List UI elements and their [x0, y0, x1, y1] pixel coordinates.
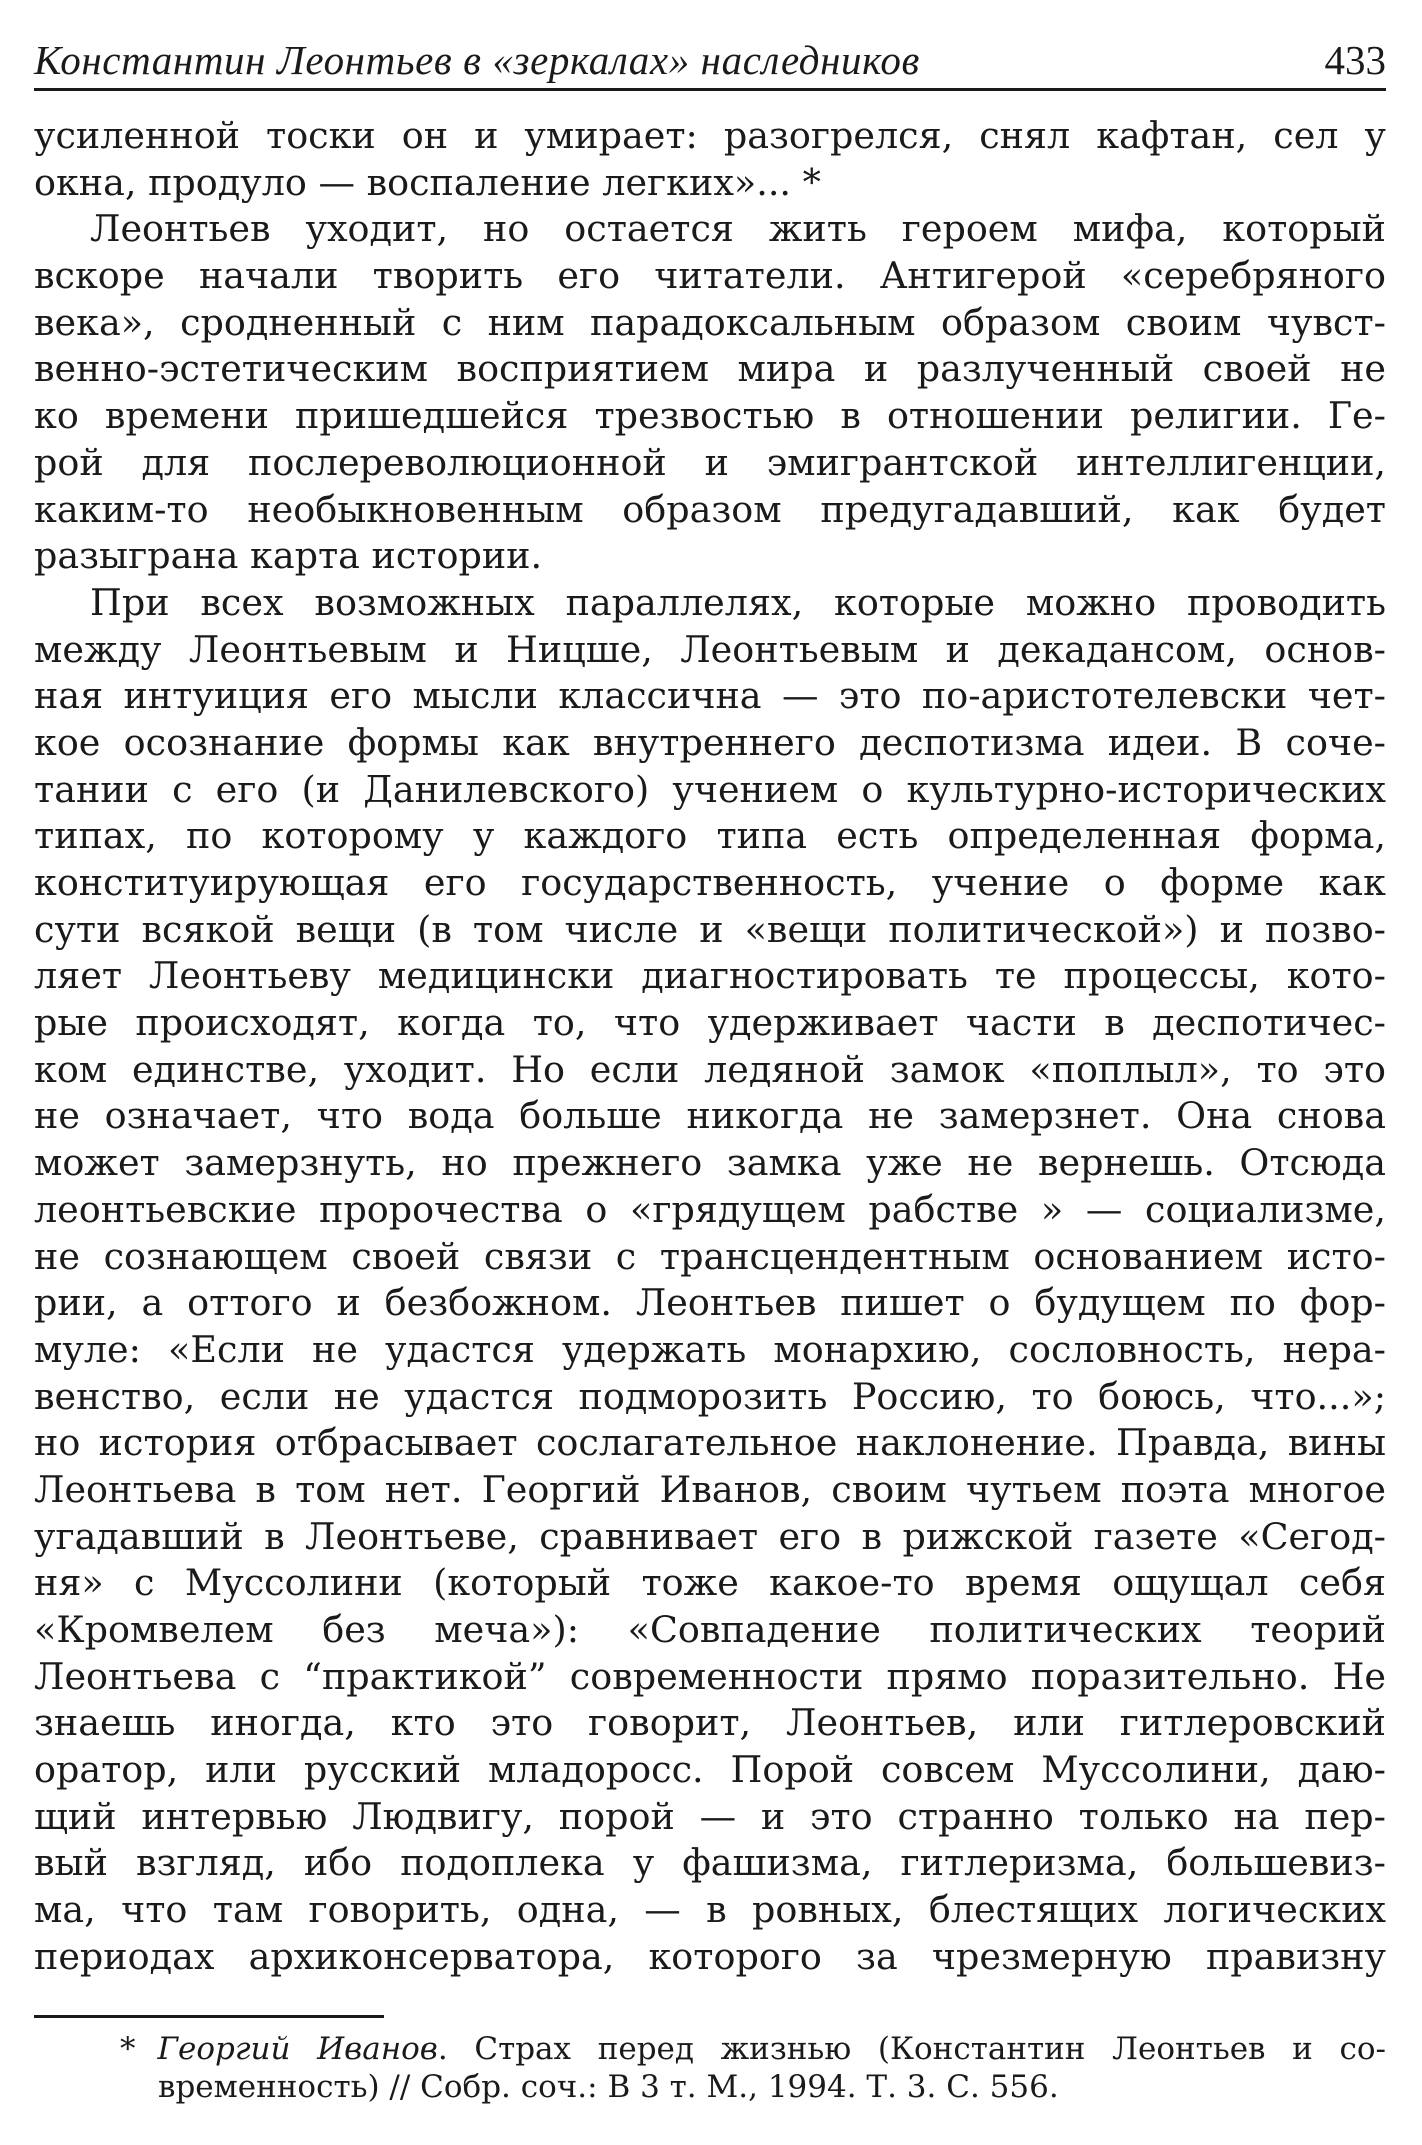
text-line: угадавший в Леонтьеве, сравнивает его в рижской газете «Сегод- [34, 1514, 1386, 1558]
text-line: не сознающем своей связи с трансцендентным основанием исто- [34, 1234, 1386, 1278]
text-line: кое осознание формы как внутреннего деспотизма идеи. В соче- [34, 720, 1386, 764]
text-line: венство, если не удастся подморозить Россию, то боюсь, что...»; [34, 1374, 1386, 1418]
text-line: При всех возможных параллелях, которые можно проводить [90, 580, 1386, 624]
text-line: рой для послереволюционной и эмигрантской интеллигенции, [34, 440, 1386, 484]
page-header [34, 30, 1386, 91]
text-line: периодах архиконсерватора, которого за чрезмерную правизну [34, 1934, 1386, 1978]
text-line: «Кромвелем без меча»): «Совпадение политических теорий [34, 1608, 1386, 1651]
text-line: конституирующая его государственность, учение о форме как [34, 861, 1386, 904]
text-line: усиленной тоски он и умирает: разогрелся, снял кафтан, сел у [34, 114, 1386, 157]
text-line: но история отбрасывает сослагательное наклонение. Правда, вины [34, 1421, 1386, 1465]
footnote-line [34, 2030, 1386, 2068]
text-line: вскоре начали творить его читатели. Антигерой «серебряного [34, 254, 1386, 298]
footnote [34, 2030, 1386, 2106]
text-line: разыграна карта истории. [34, 534, 543, 578]
text-line: рые происходят, когда то, что удерживает части в деспотичес- [34, 1001, 1386, 1045]
text-line: вый взгляд, ибо подоплека у фашизма, гитлеризма, большевиз- [34, 1841, 1386, 1885]
text-line: тании с его (и Данилевского) учением о культурно-исторических [34, 767, 1386, 811]
footnote-text: . Страх перед жизнью (Константин Леонтьев и со- [437, 2030, 1386, 2067]
footnote-divider [34, 2015, 384, 2018]
text-line: ляет Леонтьеву медицински диагностировать те процессы, кото- [34, 954, 1386, 998]
text-line: Леонтьева с “практикой” современности прямо поразительно. Не [34, 1654, 1386, 1698]
text-line: типах, по которому у каждого типа есть определенная форма, [34, 814, 1386, 858]
running-title: Константин Леонтьев в «зеркалах» наследников [34, 37, 920, 83]
page-number: 433 [1324, 37, 1386, 83]
text-line: ко времени пришедшейся трезвостью в отношении религии. Ге- [34, 394, 1386, 438]
book-page [34, 30, 1386, 2106]
text-line: не означает, что вода больше никогда не замерзнет. Она снова [34, 1094, 1386, 1138]
text-line: муле: «Если не удастся удержать монархию, сословность, нера- [34, 1327, 1386, 1371]
text-line: сути всякой вещи (в том числе и «вещи политической») и позво- [34, 907, 1386, 951]
text-line: Леонтьев уходит, но остается жить героем мифа, который [90, 207, 1386, 251]
text-line: Леонтьева в том нет. Георгий Иванов, своим чутьем поэта многое [34, 1467, 1386, 1511]
text-line: между Леонтьевым и Ницше, Леонтьевым и декадансом, основ- [34, 627, 1386, 671]
text-line: ком единстве, уходит. Но если ледяной замок «поплыл», то это [34, 1047, 1386, 1091]
footnote-line: временность) // Собр. соч.: В 3 т. М., 1994. Т. 3. С. 556. [158, 2068, 1059, 2105]
text-line: века», сродненный с ним парадоксальным образом своим чувст- [34, 300, 1386, 344]
body-text [34, 113, 1386, 1981]
text-line: рии, а оттого и безбожном. Леонтьев пишет о будущем по фор- [34, 1281, 1386, 1325]
text-line: щий интервью Людвигу, порой — и это странно только на пер- [34, 1794, 1386, 1838]
footnote-author: Георгий Иванов [157, 2030, 438, 2067]
footnote-mark: * [120, 2030, 136, 2067]
text-line: ная интуиция его мысли классична — это по-аристотелевски чет- [34, 674, 1386, 718]
text-line: может замерзнуть, но прежнего замка уже не вернешь. Отсюда [34, 1141, 1386, 1185]
text-line: ма, что там говорить, одна, — в ровных, блестящих логических [34, 1888, 1386, 1932]
text-line: каким-то необыкновенным образом предугадавший, как будет [34, 487, 1386, 531]
text-line: леонтьевские пророчества о «грядущем рабстве » — социализме, [34, 1187, 1386, 1231]
text-line: окна, продуло — воспаление легких»... * [34, 160, 821, 204]
text-line: оратор, или русский младоросс. Порой совсем Муссолини, даю- [34, 1748, 1386, 1792]
text-line: венно-эстетическим восприятием мира и разлученный своей не [34, 347, 1386, 391]
text-line: знаешь иногда, кто это говорит, Леонтьев, или гитлеровский [34, 1701, 1386, 1745]
text-line: ня» с Муссолини (который тоже какое-то время ощущал себя [34, 1561, 1386, 1605]
